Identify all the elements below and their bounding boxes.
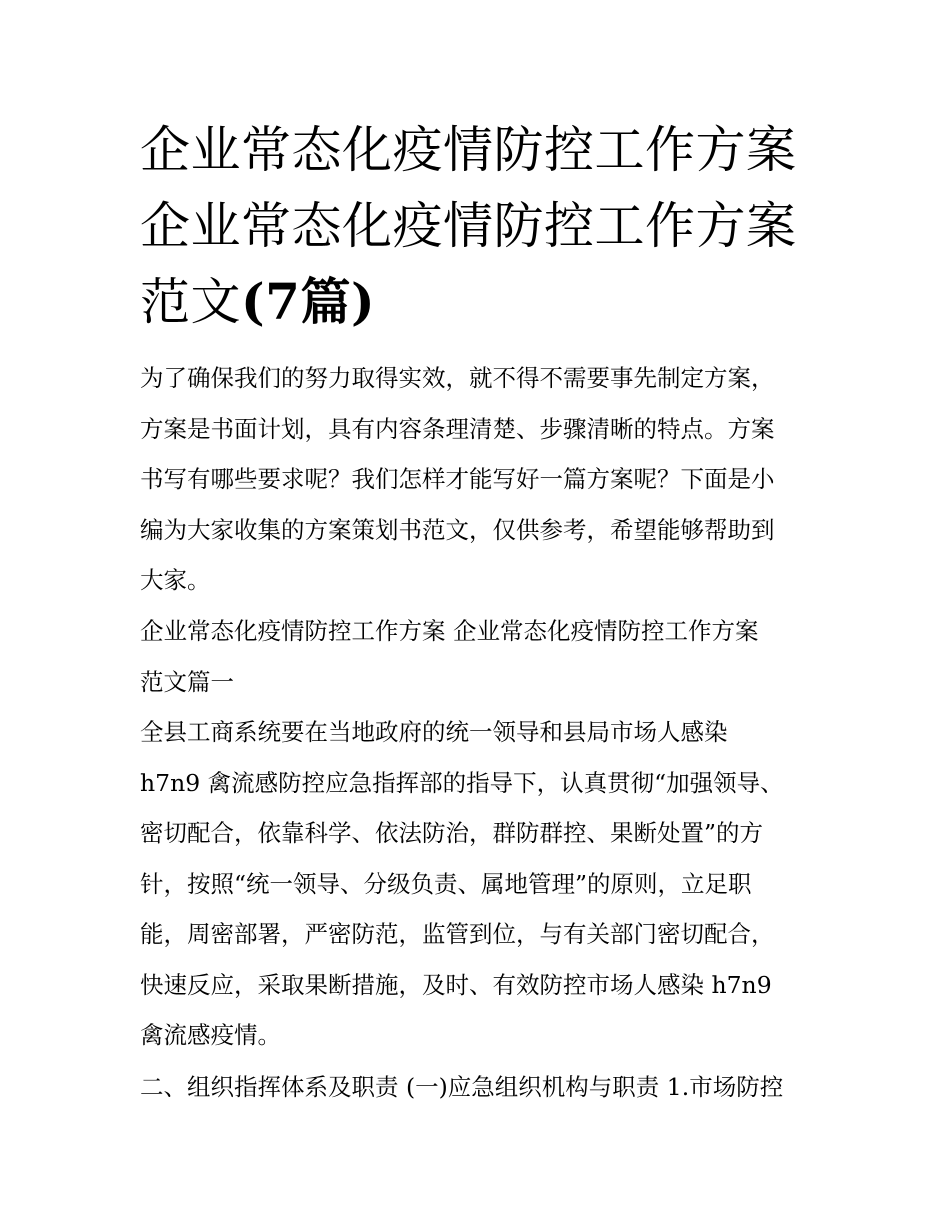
paragraph-line: 全县工商系统要在当地政府的统一领导和县局市场人感染 [140,718,728,746]
intro-line: 方案是书面计划，具有内容条理清楚、步骤清晰的特点。方案 [140,414,775,443]
intro-paragraph [140,353,820,606]
paragraph-line: 密切配合，依靠科学、依法防治，群防群控、果断处置”的方 [140,819,764,847]
section-paragraph [140,707,820,1061]
subsection-heading [140,1062,820,1113]
title-line: 企业常态化疫情防控工作方案 [140,121,797,179]
paragraph-line: 能，周密部署，严密防范，监管到位，与有关部门密切配合， [140,920,775,948]
section-heading-line: 范文篇一 [140,667,234,696]
section-heading-line: 企业常态化疫情防控工作方案 企业常态化疫情防控工作方案 [140,617,759,645]
title-count-number: (7 [241,272,301,331]
paragraph-line: 禽流感疫情。 [140,1021,281,1049]
intro-line: 编为大家收集的方案策划书范文，仅供参考，希望能够帮助到 [140,515,775,544]
title-line-text: 范文 [140,273,241,331]
intro-line: 书写有哪些要求呢？我们怎样才能写好一篇方案呢？下面是小 [140,465,775,493]
document-title [140,112,820,340]
intro-line: 大家。 [140,566,211,594]
paragraph-line: 快速反应，采取果断措施，及时、有效防控市场人感染 h7n9 [140,970,772,999]
intro-line: 为了确保我们的努力取得实效，就不得不需要事先制定方案， [140,364,775,392]
title-count-tail: 篇) [300,272,376,331]
paragraph-line: h7n9 禽流感防控应急指挥部的指导下，认真贯彻“加强领导、 [140,768,784,797]
subsection-heading-line: 二、组织指挥体系及职责 (一)应急组织机构与职责 1.市场防控 [140,1073,784,1101]
paragraph-line: 针，按照“统一领导、分级负责、属地管理”的原则，立足职 [140,869,752,898]
title-line-last [140,264,820,340]
title-line: 企业常态化疫情防控工作方案 [140,197,797,255]
section-heading [140,606,820,707]
